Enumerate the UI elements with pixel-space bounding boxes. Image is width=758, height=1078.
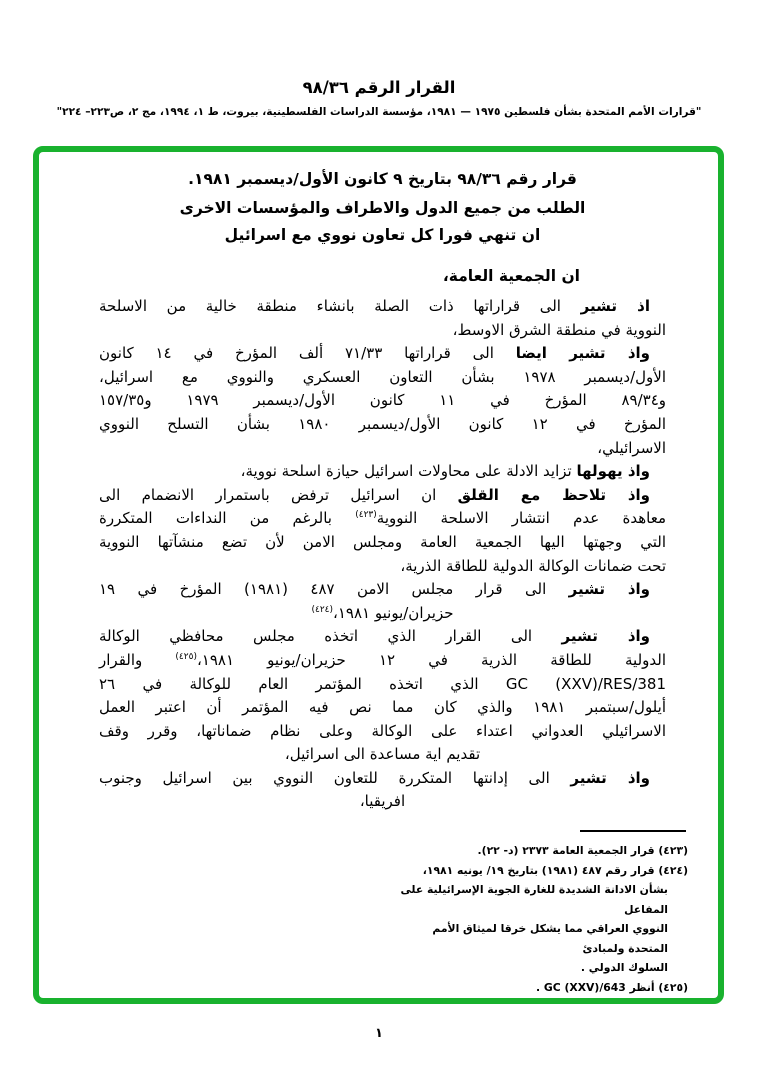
body-text: النووية في منطقة الشرق الاوسط، [452, 320, 666, 339]
body-text: الاسرائيلي العدواني اعتداء على الوكالة وعلى نظام ضماناتها، وقرر وقف [99, 721, 666, 740]
body-text: التي وجهتها اليها الجمعية العامة ومجلس الامن لأن تضع منشآتها النووية [99, 532, 666, 551]
body-text: والقرار [99, 650, 176, 669]
body-line [99, 437, 666, 461]
footnote-line: بشأن الادانة الشديدة للغارة الجوية الإسرائيلية على المفاعل [400, 883, 668, 916]
body-line [99, 507, 666, 531]
body-line [99, 790, 666, 814]
body-line [99, 696, 666, 720]
body-line [99, 531, 666, 555]
footnote-line: (٤٢٣) قرار الجمعية العامة ٢٣٧٣ (د- ٢٢). [477, 844, 688, 858]
body-text: بالرغم من النداءات المتكررة [99, 509, 356, 528]
footnote-marker: (٤٢٤) [311, 604, 334, 615]
body-text: أيلول/سبتمبر ١٩٨١ والذي كان مما نص فيه المؤتمر أن اعتبر العمل [99, 698, 666, 717]
body-line [99, 389, 666, 413]
body-text: تقديم اية مساعدة الى اسرائيل، [284, 745, 481, 764]
body-text: الاسرائيلي، [597, 438, 666, 457]
body-text: الدولية للطاقة الذرية في ١٢ حزيران/يونيو ١٩٨١، [196, 650, 666, 669]
paragraph-lead-in: واذ تشير [568, 580, 650, 599]
resolution-heading: قرار رقم ٩٨/٣٦ بتاريخ ٩ كانون الأول/ديسمبر ١٩٨١. [188, 170, 577, 188]
paragraph-lead-in: اذ تشير [580, 297, 650, 315]
body-line [99, 484, 666, 508]
paragraph-lead-in: واذ تشير ايضا [515, 344, 650, 363]
body-line [99, 767, 666, 791]
body-text: الى القرار الذي اتخذه مجلس محافظي الوكالة [99, 627, 562, 646]
body-text: معاهدة عدم انتشار الاسلحة النووية [376, 509, 666, 528]
paragraph-lead-in: واذ تشير [561, 627, 650, 646]
footnote-line: السلوك الدولي . [580, 961, 668, 975]
paragraph-lead-in: واذ تشير [570, 768, 650, 787]
page-title: القرار الرقم ٩٨/٣٦ [302, 78, 456, 97]
body-text: الى قراراتها ذات الصلة بانشاء منطقة خالية من الاسلحة [99, 297, 581, 315]
footnote-lines [396, 841, 688, 997]
body-text: ان اسرائيل ترفض باستمرار الانضمام الى [99, 485, 458, 504]
footnote-line: (٤٢٥) أنظر GC (XXV)/643 . [536, 980, 688, 994]
body-text: تزايد الادلة على محاولات اسرائيل حيازة اسلحة نووية، [240, 462, 577, 481]
body-line [99, 295, 666, 319]
body-line [99, 743, 666, 767]
resolution-body [99, 295, 666, 814]
resolution-opening: ان الجمعية العامة، [442, 267, 580, 285]
body-text: الأول/ديسمبر ١٩٧٨ بشأن التعاون العسكري والنووي مع اسرائيل، [99, 367, 666, 386]
body-line [99, 602, 666, 626]
resolution-text-block [39, 152, 718, 998]
footnote-marker: (٤٢٣) [355, 510, 377, 521]
body-line [99, 625, 666, 649]
resolution-subtitle-line-2: ان تنهي فورا كل تعاون نووي مع اسرائيل [224, 226, 541, 244]
body-line [99, 720, 666, 744]
body-text: افريقيا، [359, 792, 406, 811]
body-line [99, 413, 666, 437]
footnote-marker: (٤٢٥) [175, 651, 197, 662]
paragraph-lead-in: واذ تلاحظ مع القلق [457, 485, 650, 504]
body-text: المؤرخ في ١٢ كانون الأول/ديسمبر ١٩٨٠ بشأن التسلح النووي [99, 414, 666, 433]
body-text: الى قرار مجلس الامن ٤٨٧ (١٩٨١) المؤرخ في ١٩ [99, 580, 569, 599]
page-number: ١ [375, 1026, 383, 1041]
paragraph-lead-in: واذ يهولها [576, 462, 650, 481]
body-line [99, 366, 666, 390]
body-line [99, 649, 666, 673]
footnote-separator-rule [580, 830, 686, 832]
body-text: GC (XXV)/RES/381 الذي اتخذه المؤتمر العام للوكالة في ٢٦ [99, 674, 666, 693]
body-line [99, 578, 666, 602]
body-line [99, 319, 666, 343]
body-text: حزيران/يونيو ١٩٨١، [333, 603, 454, 622]
footnote-line: (٤٢٤) قرار رقم ٤٨٧ (١٩٨١) بتاريخ ١٩/ يونيه ١٩٨١، [422, 863, 688, 877]
body-text: الى قراراتها ٧١/٣٣ ألف المؤرخ في ١٤ كانون [99, 344, 516, 363]
body-line [99, 460, 666, 484]
footnote-block [396, 830, 688, 997]
body-text: الى إدانتها المتكررة للتعاون النووي بين اسرائيل وجنوب [99, 768, 571, 787]
footnote-line: النووي العراقي مما يشكل خرقا لميثاق الأمم المتحدة ولمبادئ [432, 922, 668, 955]
body-line [99, 555, 666, 579]
body-line [99, 673, 666, 697]
resolution-subtitle-line-1: الطلب من جميع الدول والاطراف والمؤسسات الاخرى [179, 199, 586, 217]
body-text: تحت ضمانات الوكالة الدولية للطاقة الذرية، [400, 556, 666, 575]
green-border-frame [33, 146, 724, 1004]
source-citation-line: "قرارات الأمم المتحدة بشأن فلسطين ١٩٧٥ — ١٩٨١، مؤسسة الدراسات الفلسطينية، بيروت، ط ١، ١٩٩٤، مج ٢، ص٢٢٣– ٢٢٤" [56, 106, 702, 118]
body-line [99, 342, 666, 366]
body-text: و٨٩/٣٤ المؤرخ في ١١ كانون الأول/ديسمبر ١٩٧٩ و١٥٧/٣٥ [99, 391, 666, 410]
